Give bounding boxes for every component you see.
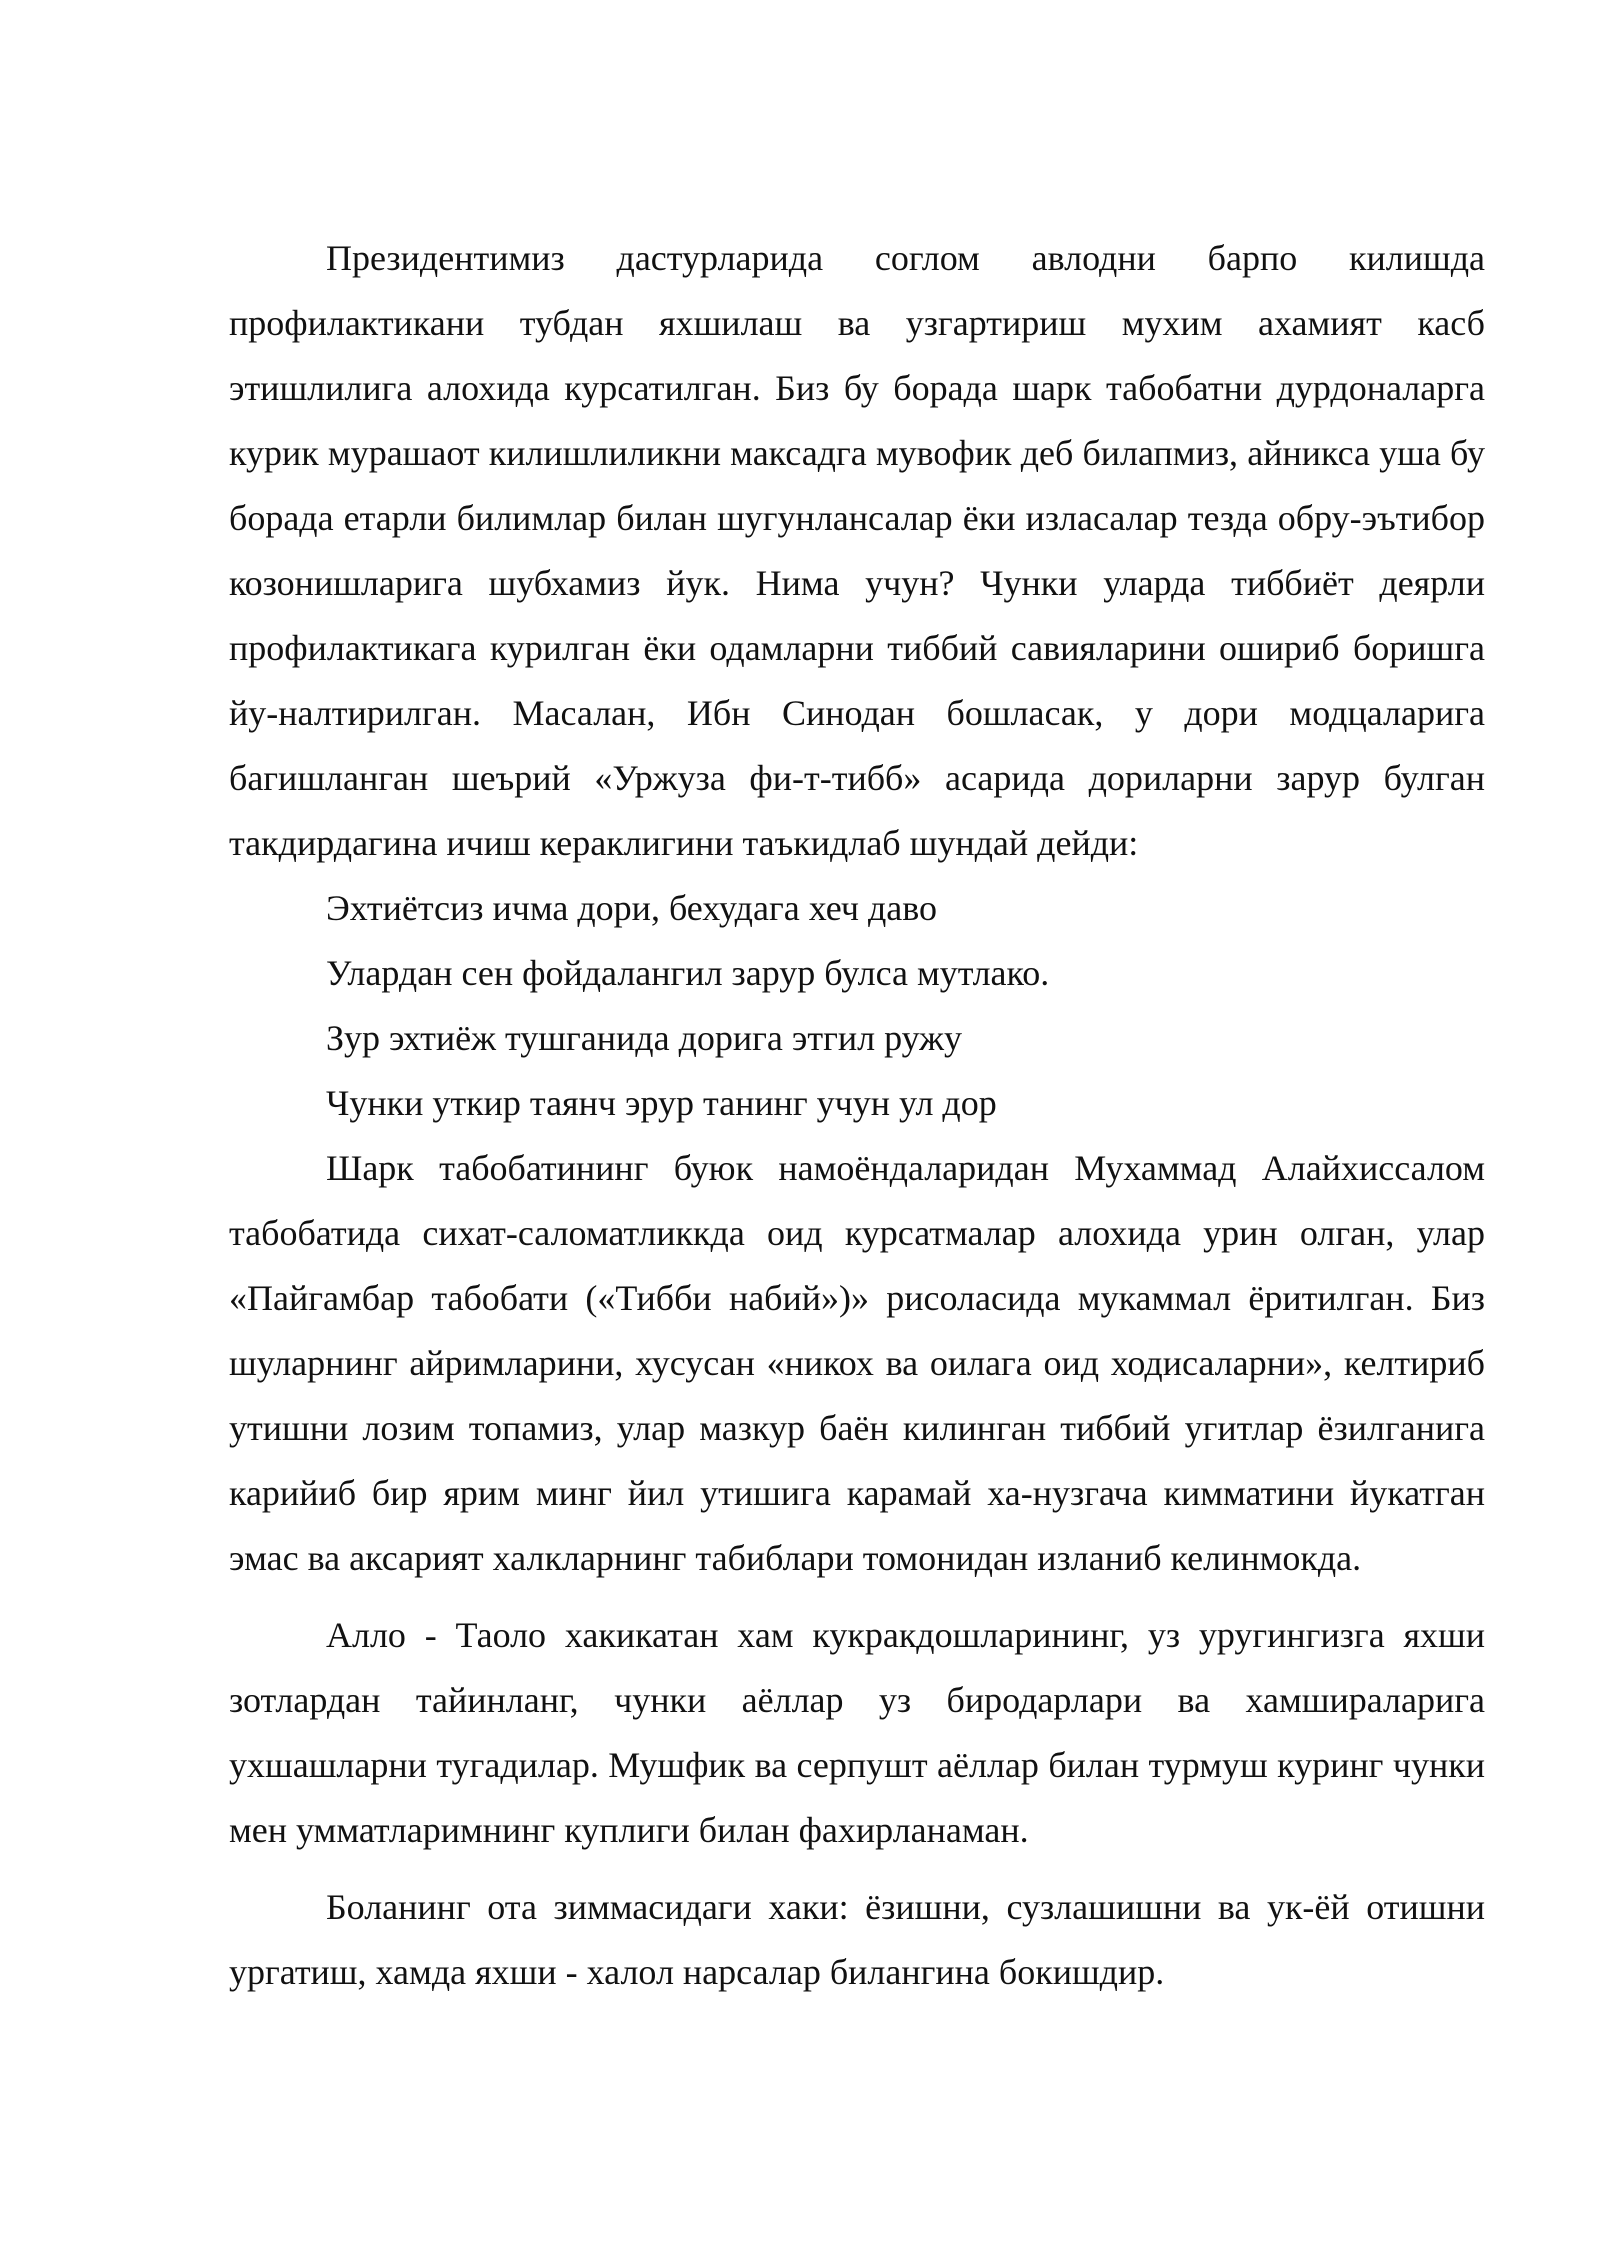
paragraph-4: Боланинг ота зиммасидаги хаки: ёзишни, сузлашишни ва ук-ёй отишни ургатиш, хамда яхши - халол нарсалар билангина бокишдир. (229, 1887, 1485, 1992)
paragraph-1: Президентимиз дастурларида соглом авлодни барпо килишда профилактикани тубдан яхшилаш ва узгартириш мухим ахамият касб этишлилига алохида курсатилган. Биз бу борада шарк табобатни дурдоналарга курик мурашаот килишлиликни максадга мувофик деб билапмиз, айникса уша бу борада етарли билимлар билан шугунлансалар ёки изласалар тезда обру-эътибор козонишларига шубхамиз йук. Нима учун? Чунки уларда тиббиёт деярли профилактикага курилган ёки одамларни тиббий савияларини ошириб боришга йу-налтирилган. Масалан, Ибн Синодан бошласак, у дори модцаларига багишланган шеърий «Уржуза фи-т-тибб» асарида дориларни зарур булган такдирдагина ичиш кераклигини таъкидлаб шундай дейди: (229, 238, 1485, 863)
verse-line-4: Чунки уткир таянч эрур танинг учун ул дор (326, 1083, 997, 1123)
document-body (229, 226, 1485, 2005)
verse-line-2: Улардан сен фойдалангил зарур булса мутлако. (326, 953, 1050, 993)
paragraph-3: Алло - Таоло хакикатан хам кукракдошларининг, уз уругингизга яхши зотлардан тайинланг, чунки аёллар уз биродарлари ва хамшираларига ухшашларни тугадилар. Мушфик ва серпушт аёллар билан турмуш куринг чунки мен умматларимнинг куплиги билан фахирланаман. (229, 1615, 1485, 1850)
verse-line-1: Эхтиётсиз ичма дори, бехудага хеч даво (326, 888, 938, 928)
verse-line-3: Зур эхтиёж тушганида дорига этгил ружу (326, 1018, 963, 1058)
paragraph-2: Шарк табобатининг буюк намоёндаларидан Мухаммад Алайхиссалом табобатида сихат-саломатликкда оид курсатмалар алохида урин олган, улар «Пайгамбар табобати («Тибби набий»)» рисоласида мукаммал ёритилган. Биз шуларнинг айримларини, хусусан «никох ва оилага оид ходисаларни», келтириб утишни лозим топамиз, улар мазкур баён килинган тиббий угитлар ёзилганига карийиб бир ярим минг йил утишига карамай ха-нузгача кимматини йукатган эмас ва аксарият халкларнинг табиблари томонидан изланиб келинмокда. (229, 1148, 1485, 1578)
